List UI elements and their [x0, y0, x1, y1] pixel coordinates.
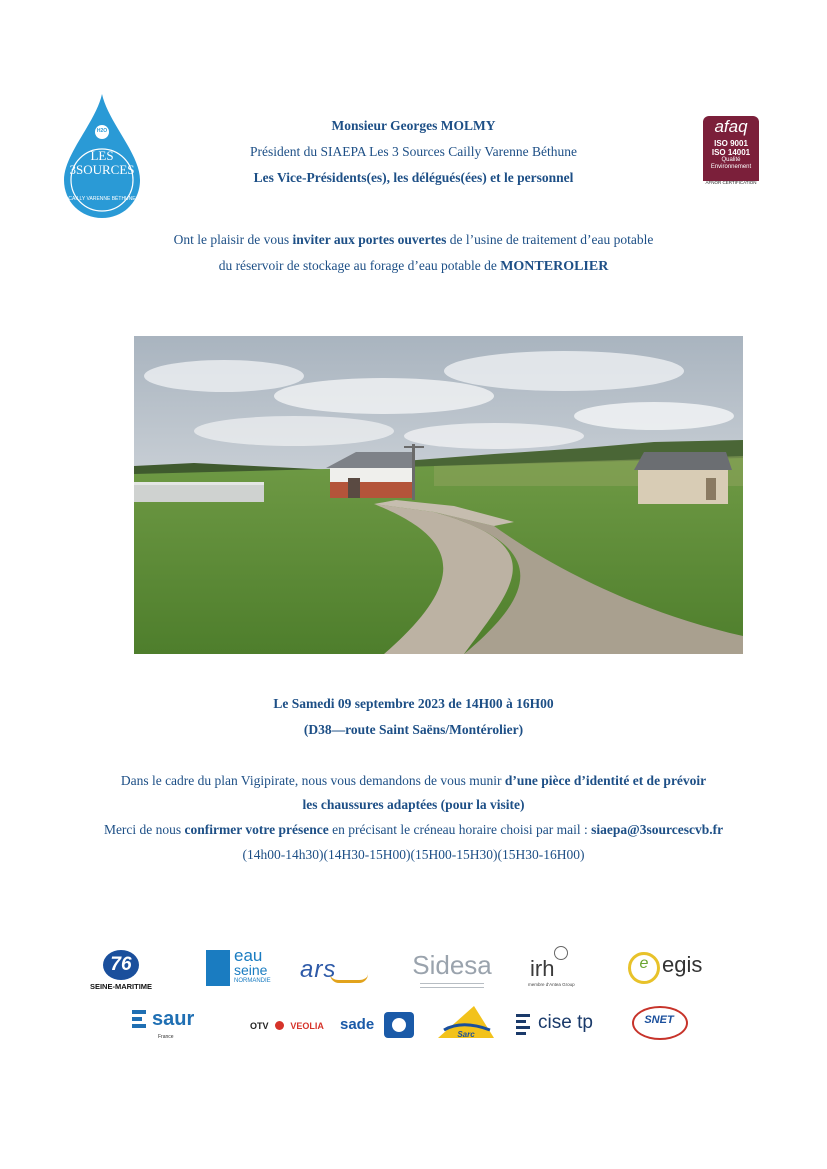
ars-logo: [300, 956, 370, 986]
invitation-line-1: [0, 232, 827, 248]
qualite-label: Qualité: [721, 157, 741, 163]
seine-maritime-logo: [88, 950, 154, 994]
sade-label: sade: [340, 1016, 375, 1033]
logo-ring-text: CAILLY VARENNE BÉTHUNE: [68, 196, 136, 202]
iso-9001: ISO 9001: [714, 139, 748, 148]
notice-text-3a: Merci de nous: [103, 822, 185, 837]
cise-tp-label: cise tp: [538, 1012, 593, 1033]
normandie-label: NORMANDIE: [234, 978, 271, 984]
environnement-label: Environnement: [710, 164, 752, 170]
irh-sub: membre d'Antea Group: [528, 982, 575, 987]
saur-logo: [132, 1008, 208, 1044]
h2o-label: H2O: [96, 128, 108, 134]
notice-text-3c: en précisant le créneau horaire choisi par mail :: [328, 822, 592, 837]
iso-14001: ISO 14001: [711, 148, 751, 157]
notice-highlight-3: confirmer votre présence: [184, 822, 329, 837]
egis-logo: [628, 950, 712, 984]
seine-label: seine: [234, 962, 268, 978]
egis-e-icon: e: [639, 955, 649, 972]
notice-highlight-1: d’une pièce d’identité et de prévoir: [504, 773, 707, 788]
site-photo: [134, 336, 743, 654]
event-date: Le Samedi 09 septembre 2023 de 14H00 à 16H00: [273, 696, 554, 711]
notice-line-3: [0, 822, 827, 838]
seine-maritime-number: 76: [110, 954, 132, 975]
notice-text-1a: Dans le cadre du plan Vigipirate, nous vous demandons de vous munir: [120, 773, 505, 788]
notice-line-2: les chaussures adaptées (pour la visite): [302, 797, 525, 812]
saur-label: saur: [152, 1008, 195, 1030]
sarc-label: Sarc: [457, 1030, 475, 1039]
sidesa-logo: [410, 950, 494, 990]
invitation-line-2: [0, 258, 827, 275]
ars-label: ars: [300, 956, 337, 983]
snet-logo: [632, 1006, 686, 1038]
event-location: (D38—route Saint Saëns/Montérolier): [303, 722, 524, 737]
seine-maritime-label: SEINE-MARITIME: [89, 982, 153, 991]
veolia-icon: [275, 1021, 284, 1030]
veolia-label: VEOLIA: [290, 1021, 324, 1031]
snet-label: SNET: [644, 1014, 674, 1026]
afnor-certification: AFNOR CERTIFICATION: [705, 180, 757, 185]
afaq-brand: afaq: [703, 116, 759, 138]
otv-label: OTV: [250, 1021, 269, 1031]
sidesa-label: Sidesa: [412, 950, 492, 980]
invitation-highlight: inviter aux portes ouvertes: [292, 232, 447, 247]
cise-tp-logo: [516, 1010, 606, 1040]
invitation-text-c: de l’usine de traitement d’eau potable: [446, 232, 654, 247]
irh-label: irh: [530, 956, 555, 981]
invitation-text-a: Ont le plaisir de vous: [173, 232, 293, 247]
eau-seine-normandie-logo: [206, 946, 272, 992]
site-name: MONTEROLIER: [500, 259, 609, 274]
eau-label: eau: [234, 946, 263, 965]
invitation-text-2a: du réservoir de stockage au forage d’eau potable de: [218, 258, 501, 273]
logo-line-2: 3SOURCES: [69, 162, 135, 177]
egis-label: egis: [662, 952, 703, 977]
saur-sub: France: [158, 1034, 174, 1040]
president-title: Président du SIAEPA Les 3 Sources Cailly Varenne Béthune: [250, 144, 577, 159]
notice-line-1: [0, 773, 827, 789]
sade-logo: [340, 1012, 420, 1040]
sarc-logo: [434, 1004, 498, 1042]
irh-logo: [528, 946, 592, 990]
contact-email-link[interactable]: siaepa@3sourcescvb.fr: [591, 822, 724, 837]
otv-veolia-logo: [250, 1016, 330, 1032]
time-slots: (14h00-14h30)(14H30-15H00)(15H00-15H30)(15H30-16H00): [242, 847, 585, 862]
team-line: Les Vice-Présidents(es), les délégués(ées) et le personnel: [253, 170, 574, 185]
president-name: Monsieur Georges MOLMY: [331, 118, 496, 133]
logo-line-1: LES: [90, 148, 114, 163]
